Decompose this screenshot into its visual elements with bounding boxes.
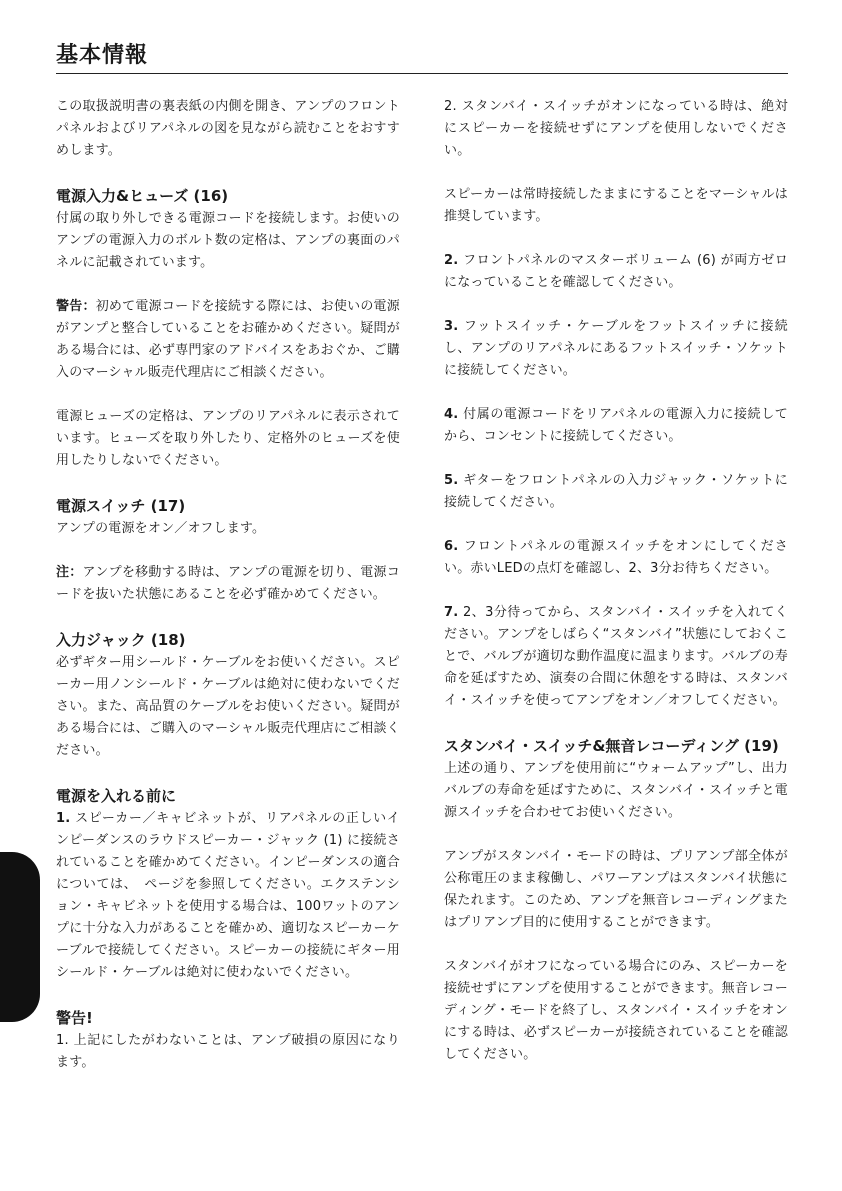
- before-power-heading: 電源を入れる前に: [56, 787, 177, 805]
- power-input-paragraph: 付属の取り外しできる電源コードを接続します。お使いのアンプの電源入力のボルト数の定格は、アンプの裏面のパネルに記載されています。: [56, 211, 400, 270]
- step-number: 2.: [444, 253, 459, 268]
- right-column: [444, 96, 788, 1088]
- standby-paragraph-2: アンプがスタンバイ・モードの時は、プリアンプ部全体が公称電圧のまま稼働し、パワーアンプはスタンバイ状態に保たれます。このため、アンプを無音レコーディングまたはプリアンプ目的に使用することができます。: [444, 849, 788, 930]
- standby-paragraph-3: スタンバイがオフになっている場合にのみ、スピーカーを接続せずにアンプを使用することができます。無音レコーディング・モードを終了し、スタンバイ・スイッチをオンにする時は、必ずスピーカーが接続されていることを確認してください。: [444, 959, 788, 1062]
- fuse-paragraph: 電源ヒューズの定格は、アンプのリアパネルに表示されています。ヒューズを取り外したり、定格外のヒューズを使用したりしないでください。: [56, 409, 400, 468]
- power-switch-note: [56, 562, 400, 606]
- before-power-paragraph: [56, 808, 400, 984]
- step-number: 4.: [444, 407, 459, 422]
- step-text: フロントパネルの電源スイッチをオンにしてください。赤いLEDの点灯を確認し、2、3分お待ちください。: [444, 539, 788, 576]
- warning-text: 初めて電源コードを接続する際には、お使いの電源がアンプと整合していることをお確かめください。疑問がある場合には、必ず専門家のアドバイスをあおぐか、ご購入のマーシャル販売代理店にご相談ください。: [56, 299, 400, 380]
- page-title: 基本情報: [56, 43, 149, 68]
- power-switch-paragraph: アンプの電源をオン／オフします。: [56, 521, 266, 536]
- intro-paragraph: この取扱説明書の裏表紙の内側を開き、アンプのフロントパネルおよびリアパネルの図を見ながら読むことをおすすめします。: [56, 99, 400, 158]
- step-2: [444, 96, 788, 162]
- power-switch-heading: 電源スイッチ (17): [56, 497, 186, 515]
- before-power-section: [56, 784, 400, 984]
- step-number: 5.: [444, 473, 459, 488]
- item-number: 1.: [56, 811, 71, 826]
- warning-paragraph: 1. 上記にしたがわないことは、アンプ破損の原因になります。: [56, 1033, 400, 1070]
- step-text: フットスイッチ・ケーブルをフットスイッチに接続し、アンプのリアパネルにあるフットスイッチ・ソケットに接続してください。: [444, 319, 788, 378]
- step-3: [444, 316, 788, 382]
- standby-section: [444, 734, 788, 1066]
- step-number: 6.: [444, 539, 459, 554]
- left-column: [56, 96, 400, 1096]
- standby-heading: スタンバイ・スイッチ&無音レコーディング (19): [444, 737, 779, 755]
- step-number: 3.: [444, 319, 459, 334]
- note-text: アンプを移動する時は、アンプの電源を切り、電源コードを抜いた状態にあることを必ず確かめてください。: [56, 565, 400, 602]
- step-number: 2.: [444, 99, 457, 114]
- step-4: [444, 404, 788, 448]
- warning-heading: 警告!: [56, 1009, 93, 1027]
- speaker-recommendation: スピーカーは常時接続したままにすることをマーシャルは推奨しています。: [444, 187, 788, 224]
- step-text: スタンバイ・スイッチがオンになっている時は、絶対にスピーカーを接続せずにアンプを使用しないでください。: [444, 99, 788, 158]
- section-tab: [0, 852, 40, 1022]
- power-switch-section: [56, 494, 400, 606]
- step-text: ギターをフロントパネルの入力ジャック・ソケットに接続してください。: [444, 473, 788, 510]
- step-6: [444, 536, 788, 580]
- warning-label: 警告：: [56, 299, 96, 314]
- step-text: 付属の電源コードをリアパネルの電源入力に接続してから、コンセントに接続してください。: [444, 407, 788, 444]
- title-divider: [56, 73, 788, 74]
- input-jack-paragraph: 必ずギター用シールド・ケーブルをお使いください。スピーカー用ノンシールド・ケーブルは絶対に使わないでください。また、高品質のケーブルをお使いください。疑問がある場合には、ご購入のマーシャル販売代理店にご相談ください。: [56, 655, 400, 758]
- power-input-heading: 電源入力&ヒューズ (16): [56, 187, 229, 205]
- power-input-section: [56, 184, 400, 472]
- note-label: 注：: [56, 565, 83, 580]
- step-5: [444, 470, 788, 514]
- step-number: 7.: [444, 605, 459, 620]
- warning-section: [56, 1006, 400, 1074]
- input-jack-heading: 入力ジャック (18): [56, 631, 186, 649]
- standby-paragraph-1: 上述の通り、アンプを使用前に“ウォームアップ”し、出力バルブの寿命を延ばすために、スタンバイ・スイッチと電源スイッチを合わせてお使いください。: [444, 761, 788, 820]
- item-text: スピーカー／キャビネットが、リアパネルの正しいインピーダンスのラウドスピーカー・ジャック (1) に接続されていることを確かめてください。インピーダンスの適合については、 ページを参照してください。エクステンション・キャビネットを使用する場合は、100ワットのアンプに十分な入力があることを確かめ、適切なスピーカーケーブルで接続してください。スピーカーの接続にギター用シールド・ケーブルは絶対に使わないでください。: [56, 811, 400, 980]
- power-input-warning: [56, 296, 400, 384]
- input-jack-section: [56, 628, 400, 762]
- step-text: フロントパネルのマスターボリューム (6) が両方ゼロになっていることを確認してください。: [444, 253, 788, 290]
- step-7: [444, 602, 788, 712]
- step-2b: [444, 250, 788, 294]
- step-text: 2、3分待ってから、スタンバイ・スイッチを入れてください。アンプをしばらく“スタンバイ”状態にしておくことで、バルブが適切な動作温度に温まります。バルブの寿命を延ばすため、演奏の合間に休憩をする時は、スタンバイ・スイッチを使ってアンプをオン／オフしてください。: [444, 605, 788, 708]
